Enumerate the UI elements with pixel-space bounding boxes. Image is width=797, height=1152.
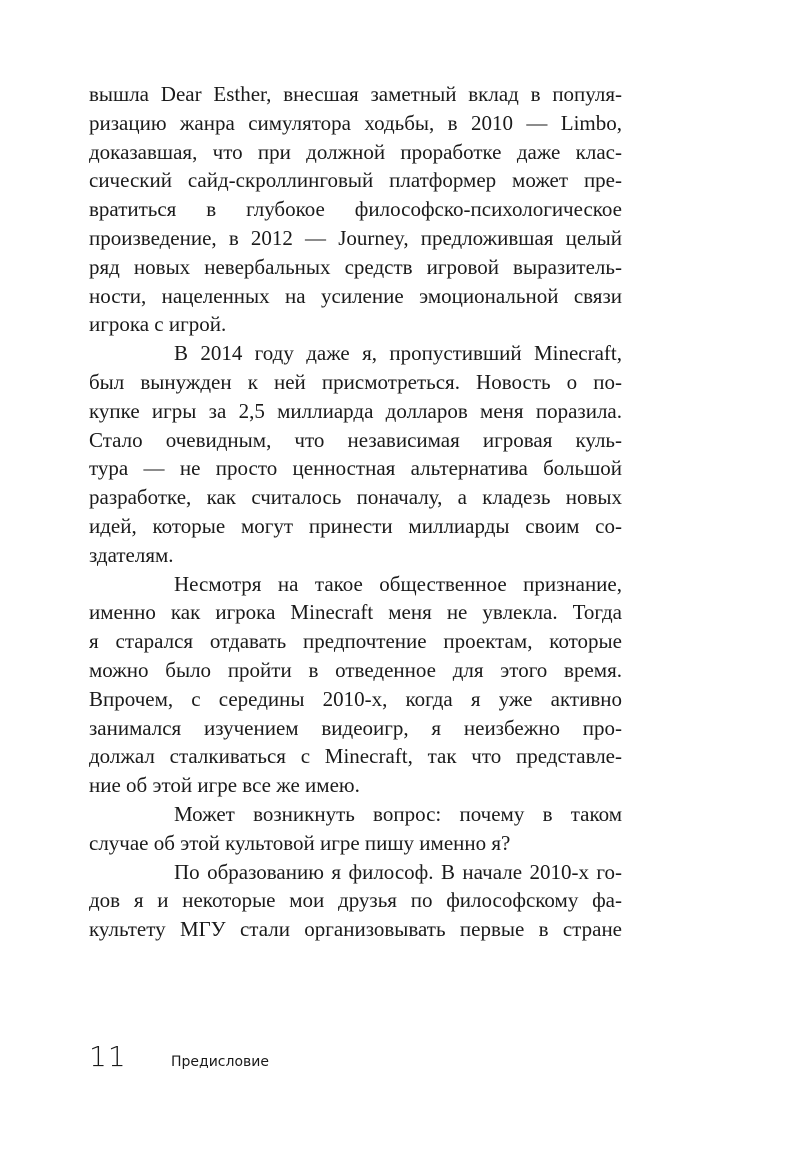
text-line: был вынужден к ней присмотреться. Новость о по-	[89, 369, 622, 394]
text-line: произведение, в 2012 — Journey, предложившая целый	[89, 225, 622, 250]
text-line: занимался изучением видеоигр, я неизбежно про-	[89, 715, 622, 740]
text-line: разработке, как считалось поначалу, а кладезь новых	[89, 485, 622, 510]
text-line: идей, которые могут принести миллиарды своим со-	[89, 513, 622, 538]
text-line: Впрочем, с середины 2010-х, когда я уже активно	[89, 686, 622, 711]
text-line: купке игры за 2,5 миллиарда долларов меня поразила.	[89, 398, 622, 423]
text-line: должал сталкиваться с Minecraft, так что представле-	[89, 744, 622, 769]
text-line: ризацию жанра симулятора ходьбы, в 2010 — Limbo,	[89, 110, 622, 135]
text-line: я старался отдавать предпочтение проектам, которые	[89, 629, 622, 654]
text-line: случае об этой культовой игре пишу именно я?	[89, 830, 511, 855]
text-line: По образованию я философ. В начале 2010-х го-	[174, 859, 622, 884]
text-line: здателям.	[89, 542, 174, 567]
text-line: В 2014 году даже я, пропустивший Minecraft,	[174, 341, 622, 366]
text-line: можно было пройти в отведенное для этого время.	[89, 657, 622, 682]
text-line: Стало очевидным, что независимая игровая куль-	[89, 427, 622, 452]
text-line: Несмотря на такое общественное признание,	[174, 571, 622, 596]
running-section-title: Предисловие	[171, 1054, 269, 1070]
text-line: дов я и некоторые мои друзья по философскому фа-	[89, 888, 622, 913]
text-line: культету МГУ стали организовывать первые в стране	[89, 917, 622, 942]
text-line: ности, нацеленных на усиление эмоциональной связи	[89, 283, 622, 308]
text-line: доказавшая, что при должной проработке даже клас-	[89, 139, 622, 164]
page-number: 11	[89, 1040, 127, 1073]
text-line: Может возникнуть вопрос: почему в таком	[174, 801, 622, 826]
text-line: ние об этой игре все же имею.	[89, 773, 360, 798]
text-line: вышла Dear Esther, внесшая заметный вклад в популя-	[89, 82, 622, 106]
body-text	[89, 80, 622, 944]
text-line: именно как игрока Minecraft меня не увлекла. Тогда	[89, 600, 622, 625]
text-line: ряд новых невербальных средств игровой выразитель-	[89, 254, 622, 279]
text-line: вратиться в глубокое философско-психологическое	[89, 197, 622, 222]
text-line: игрока с игрой.	[89, 312, 227, 337]
text-line: сический сайд-скроллинговый платформер может пре-	[89, 168, 622, 193]
page-footer	[89, 1040, 269, 1073]
text-line: тура — не просто ценностная альтернатива большой	[89, 456, 622, 481]
